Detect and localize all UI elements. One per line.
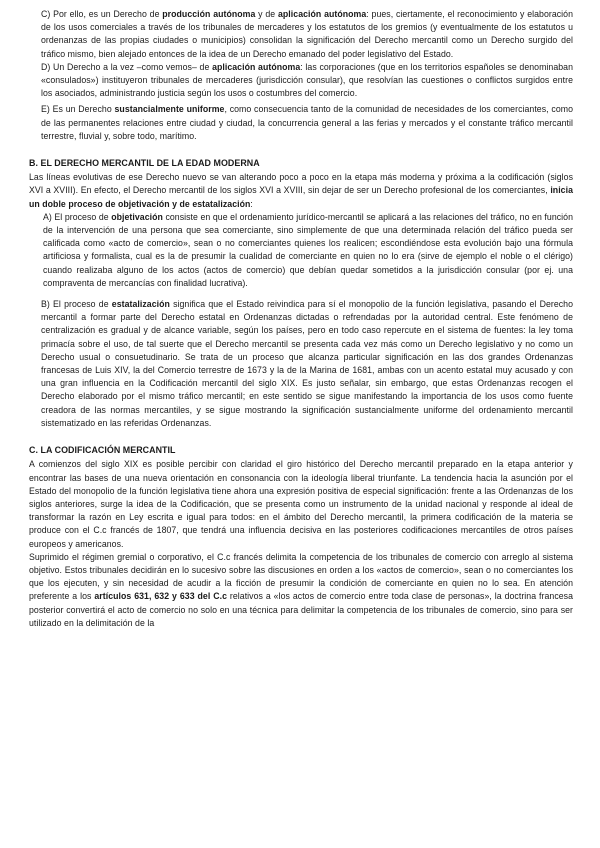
paragraph-codification-1: A comienzos del siglo XIX es posible percibir con claridad el giro histórico del Derecho mercantil preparado en la etapa anterior y encontrar las bases de una nueva orientación en consonancia con la ideología liberal triunfante. La tendencia hacia la asunción por el Estado del monopolio de la función legislativa tiene ahora una expresión positiva de especial significación: frente a las Ordenanzas de los siglos anteriores, surge la idea de la Codificación, que se presenta como un instrumento de la unidad nacional y responde al ideal de transformar la razón en Ley escrita e igual para todos: en el ámbito del Derecho mercantil, la primera codificación de la materia se produce con el C.c francés de 1807, que tendrá una influencia decisiva en las posteriores codificaciones mercantiles de otros países europeos y americanos. — [29, 459, 573, 549]
paragraph-b-intro: Las líneas evolutivas de ese Derecho nuevo se van alterando poco a poco en la etapa más moderna y próxima a la codificación (siglos XVI a XVIII). En efecto, el Derecho mercantil de los siglos XVI a XVIII, sin dejar de ser un Derecho profesional de los comerciantes, inicia un doble proceso de objetivación y de estatalización: — [29, 172, 573, 209]
paragraph-b-statalization: B) El proceso de estatalización significa que el Estado reivindica para sí el monopolio de la función legislativa, pasando el Derecho mercantil a formar parte del Derecho estatal en Ordenanzas dictadas o refrendadas por la autoridad central. Este fenómeno de centralización es gradual y de alcance variable, según los países, pero en todo caso repercute en el sistema de fuentes: la ley toma primacía sobre el uso, de tal suerte que el Derecho mercantil se presenta cada vez más como un Derecho legislativo y no como un Derecho usual o consuetudinario. Se trata de un proceso que alcanza particular significación en las dos grandes Ordenanzas francesas de Luis XIV, la del Comercio terrestre de 1673 y la de la Marina de 1681, ambas con un acento estatal muy acusado y con una gran influencia en la Codificación mercantil del siglo XIX. Es justo señalar, sin embargo, que estas Ordenanzas recogen el Derecho elaborado por el mismo tráfico mercantil; en este sentido se sigue manifestando la importancia de los usos como fuente creadora de las normas mercantiles, y se sigue mostrando la significación sustancialmente uniforme del ordenamiento mercantil sistematizado en las referidas Ordenanzas. — [41, 299, 573, 428]
heading-section-c: C. LA CODIFICACIÓN MERCANTIL — [29, 445, 176, 456]
paragraph-e-uniform-law: E) Es un Derecho sustancialmente uniforme, como consecuencia tanto de la comunidad de necesidades de los comerciantes, como de las permanentes relaciones entre ciudad y ciudad, la concurrencia general a las ferias y mercados y el constante tráfico mercantil terrestre, fluvial y, sobre todo, marítimo. — [41, 104, 573, 141]
paragraph-a-objectivation: A) El proceso de objetivación consiste en que el ordenamiento jurídico-mercantil se aplicará a las relaciones del tráfico, no en función de la intervención de una persona que sea comerciante, sino simplemente de que una determinada relación del tráfico pueda ser calificada como «acto de comercio», sean o no comerciantes quienes los realicen; escondiéndose esta evolución bajo una fórmula artificiosa y formalista, cual es la de presumir la cualidad de comerciante en quien no lo era (sirve de ejemplo el noble o el clérigo) cuando realizaba alguno de los actos (actos de comercio) que debían quedar sometidos a la jurisdicción consular (por ej. una compraventa de mercancías con finalidad lucrativa). — [43, 211, 573, 288]
paragraph-codification-2: Suprimido el régimen gremial o corporativo, el C.c francés delimita la competencia de los tribunales de comercio con arreglo al sistema objetivo. Estos tribunales decidirán en lo sucesivo sobre las discusiones en orden a los «actos de comercio», sean o no comerciantes los que los ejecuten, y sin necesidad de acudir a la ficción de presumir la condición de comerciante en quien no lo sea. En atención preferente a los artículos 631, 632 y 633 del C.c relativos a «los actos de comercio entre toda clase de personas», la doctrina francesa posterior convertirá el acto de comercio no solo en una técnica para delimitar la competencia de los tribunales de comercio, sino para ser utilizado en la delimitación de la — [29, 551, 573, 628]
paragraph-d-autonomous-application: D) Un Derecho a la vez –como vemos– de aplicación autónoma: las corporaciones (que en los territorios españoles se denominaban «consulados») instituyeron tribunales de mercaderes (jurisdicción consular), que resolvían las cuestiones o conflictos surgidos entre los asociados, administrando justicia según los usos o costumbres del comercio. — [41, 61, 574, 99]
paragraph-c-autonomous-production: C) Por ello, es un Derecho de producción autónoma y de aplicación autónoma: pues, ciertamente, el reconocimiento y elaboración de los usos comerciales a través de los tribunales de mercaderes y los estatutos de los gremios (y eventualmente de los estatutos u ordenanzas de las propias ciudades o municipios) consolidan la significación del Derecho mercantil como un Derecho surgido del tráfico mismo, bien alejado entonces de la idea de un Derecho emanado del poder legislativo del Estado. — [41, 9, 573, 59]
heading-section-b: B. EL DERECHO MERCANTIL DE LA EDAD MODERNA — [29, 158, 260, 169]
